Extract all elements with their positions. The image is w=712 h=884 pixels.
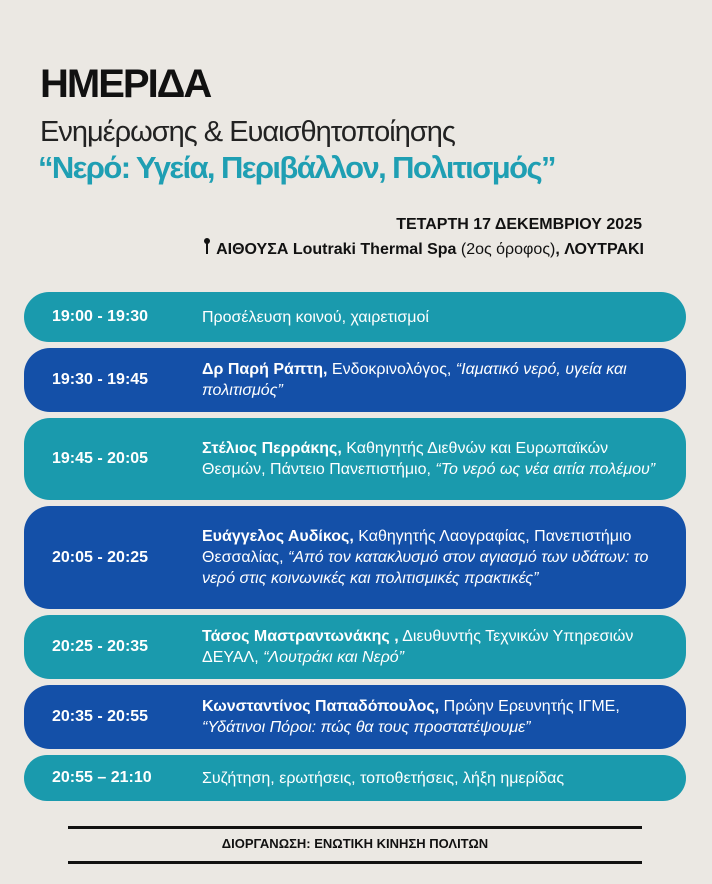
speaker-role: Καθηγητής Λαογραφίας, Πανεπιστήμιο Θεσσαλίας, [202,528,632,566]
talk-title: “Ιαματικό νερό, υγεία και πολιτισμός” [202,361,627,399]
talk-title: “Από τον κατακλυσμό στον αγιασμό των υδάτων: το νερό στις κοινωνικές και πολιτισμικές πρακτικές” [202,549,649,587]
schedule-description: Προσέλευση κοινού, χαιρετισμοί [202,308,429,326]
footer-divider-top [68,826,642,829]
schedule-description [202,359,686,401]
venue-city: , ΛΟΥΤΡΑΚΙ [555,241,644,258]
schedule-time: 19:30 - 19:45 [52,371,149,388]
speaker-role: Πρώην Ερευνητής ΙΓΜΕ, [439,698,620,715]
venue-name: Loutraki Thermal Spa [292,241,457,258]
speaker-name: Τάσος Μαστραντωνάκης , [202,628,399,645]
schedule-row [24,685,686,749]
schedule-time: 20:55 – 21:10 [52,769,152,786]
schedule-time: 19:00 - 19:30 [52,308,149,325]
schedule-time: 20:05 - 20:25 [52,548,149,566]
schedule-time: 20:35 - 20:55 [52,708,149,725]
schedule-row [24,506,686,609]
schedule-description [202,696,686,738]
venue-prefix: ΑΙΘΟΥΣΑ [216,241,289,258]
schedule-row [24,292,686,342]
schedule-list [24,292,686,807]
venue-floor: (2ος όροφος) [460,241,556,258]
talk-title: “Λουτράκι και Νερό” [263,649,404,666]
footer-divider-bottom [68,861,642,864]
speaker-name: Ευάγγελος Αυδίκος, [202,528,354,545]
speaker-name: Δρ Παρή Ράπτη, [202,361,328,378]
schedule-time: 19:45 - 20:05 [52,450,149,467]
talk-title: “Το νερό ως νέα αιτία πολέμου” [435,461,656,478]
speaker-name: Στέλιος Περράκης, [202,440,342,457]
schedule-row [24,615,686,679]
speaker-name: Κωνσταντίνος Παπαδόπουλος, [202,698,440,715]
speaker-role: Διευθυντής Τεχνικών Υπηρεσιών ΔΕΥΑΛ, [202,628,634,666]
schedule-description [202,526,686,589]
schedule-time: 20:25 - 20:35 [52,638,149,655]
speaker-role: Ενδοκρινολόγος, [327,361,456,378]
page-title: ΗΜΕΡΙΔΑ [40,62,211,106]
event-venue [202,238,644,258]
organizer-label: ΔΙΟΡΓΑΝΩΣΗ: ΕΝΩΤΙΚΗ ΚΙΝΗΣΗ ΠΟΛΙΤΩΝ [221,836,489,851]
schedule-row [24,418,686,500]
schedule-row [24,348,686,412]
schedule-description: Συζήτηση, ερωτήσεις, τοποθετήσεις, λήξη ημερίδας [202,769,565,787]
page-subtitle: Ενημέρωσης & Ευαισθητοποίησης [40,116,455,148]
event-date: ΤΕΤΑΡΤΗ 17 ΔΕΚΕΜΒΡΙΟΥ 2025 [396,216,642,233]
event-theme: “Νερό: Υγεία, Περιβάλλον, Πολιτισμός” [38,150,555,185]
talk-title: “Υδάτινοι Πόροι: πώς θα τους προστατέψουμε” [202,719,531,736]
schedule-description [202,438,686,480]
schedule-row [24,755,686,801]
speaker-role: Καθηγητής Διεθνών και Ευρωπαϊκών Θεσμών, Πάντειο Πανεπιστήμιο, [202,440,609,478]
schedule-description [202,626,686,668]
location-pin-icon [202,238,212,256]
